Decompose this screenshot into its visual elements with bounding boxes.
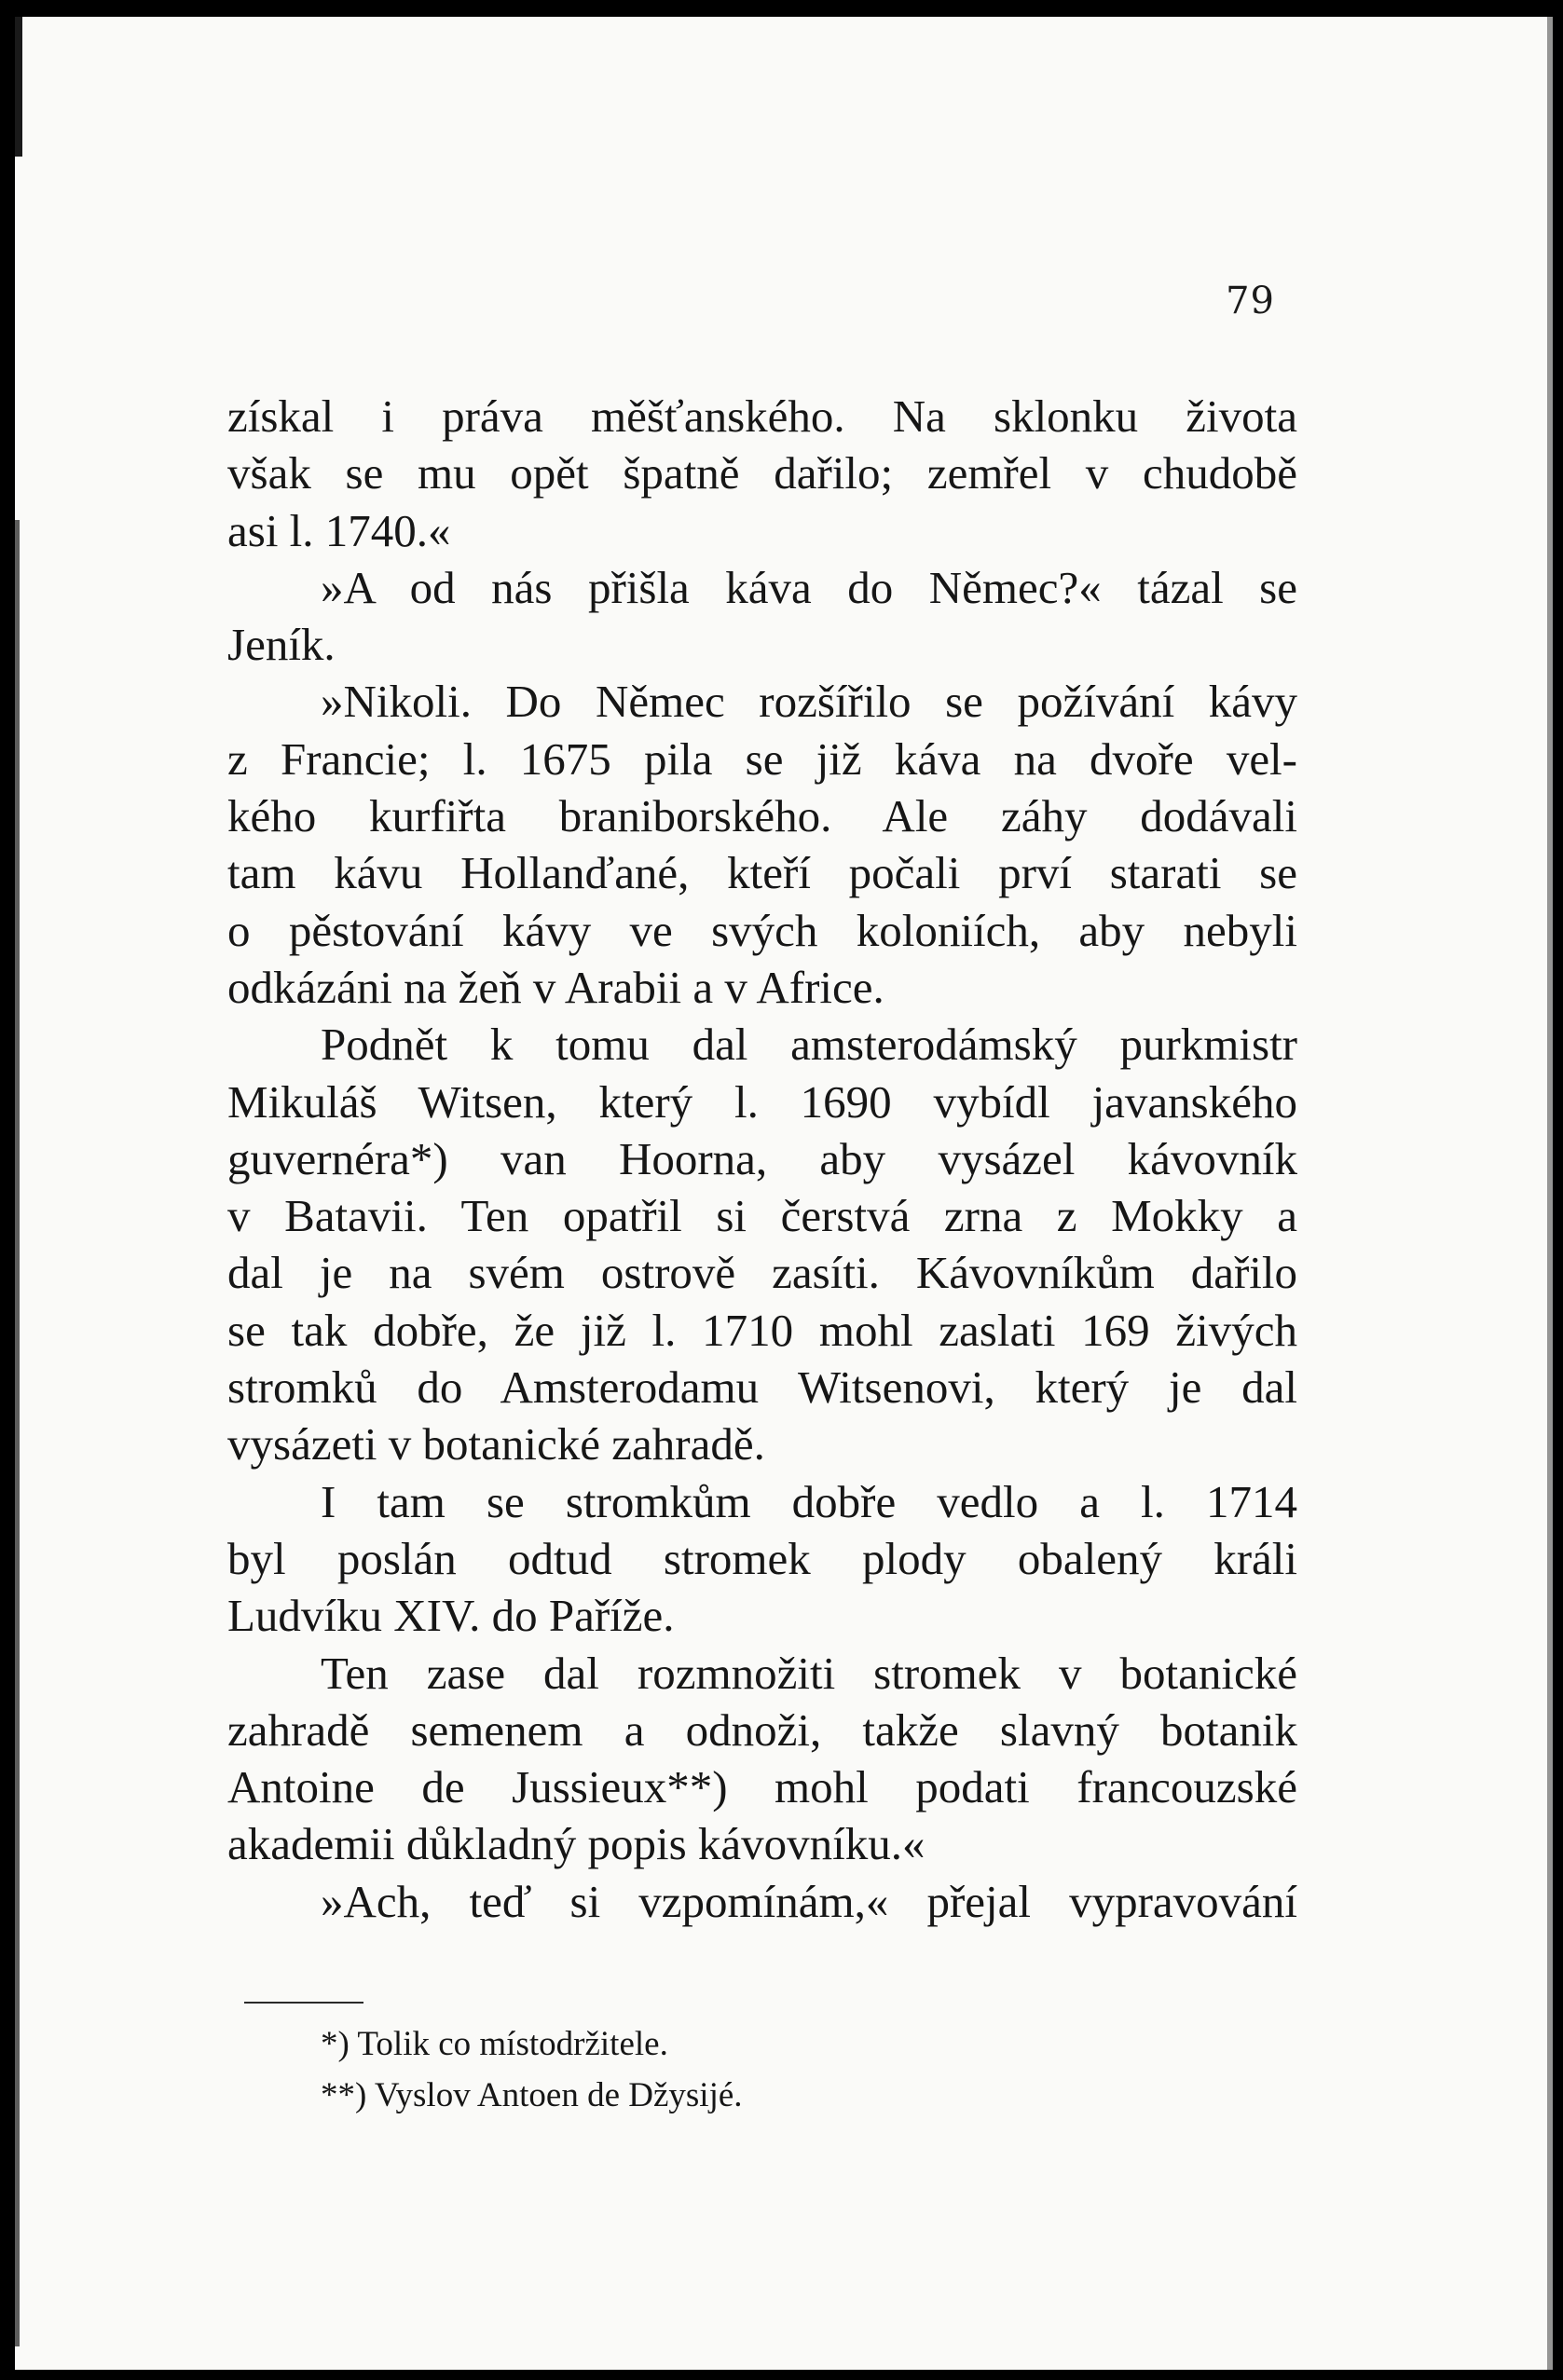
text-line: o pěstování kávy ve svých koloniích, aby nebyli: [227, 904, 1297, 956]
footnote-divider: [244, 2002, 363, 2004]
text-line: »Ach, teď si vzpomínám,« přejal vypravování: [321, 1875, 1297, 1927]
text-line: vysázeti v botanické zahradě.: [227, 1418, 765, 1470]
text-line: zahradě semenem a odnoži, takže slavný botanik: [227, 1703, 1297, 1756]
text-line: tam kávu Hollanďané, kteří počali prví starati se: [227, 847, 1297, 899]
body-text: [227, 388, 1297, 1930]
text-line: »A od nás přišla káva do Němec?« tázal se: [321, 561, 1297, 613]
text-line: Podnět k tomu dal amsterodámský purkmistr: [321, 1019, 1297, 1071]
text-line: asi l. 1740.«: [227, 504, 451, 556]
footnotes: [321, 2018, 743, 2121]
text-line: však se mu opět špatně dařilo; zemřel v chudobě: [227, 447, 1297, 499]
text-line: kého kurfiřta braniborského. Ale záhy dodávali: [227, 790, 1297, 842]
text-line: Antoine de Jussieux**) mohl podati francouzské: [227, 1761, 1297, 1813]
text-line: se tak dobře, že již l. 1710 mohl zaslati 169 živých: [227, 1304, 1297, 1356]
text-line: akademii důkladný popis kávovníku.«: [227, 1818, 925, 1870]
text-line: dal je na svém ostrově zasíti. Kávovníkům dařilo: [227, 1247, 1297, 1299]
footnote: **) Vyslov Antoen de Džysijé.: [321, 2076, 743, 2114]
text-line: získal i práva měšťanského. Na sklonku života: [227, 390, 1297, 442]
footnote: *) Tolik co místodržitele.: [321, 2025, 668, 2063]
text-line: I tam se stromkům dobře vedlo a l. 1714: [321, 1475, 1297, 1527]
text-line: Ten zase dal rozmnožiti stromek v botanické: [321, 1647, 1297, 1699]
text-line: Jeník.: [227, 619, 336, 671]
text-line: stromků do Amsterodamu Witsenovi, který je dal: [227, 1361, 1297, 1414]
scan-edge-mark-right: [1547, 17, 1553, 2370]
page-number: 79: [1226, 280, 1275, 322]
text-line: »Nikoli. Do Němec rozšířilo se požívání kávy: [321, 676, 1297, 728]
text-line: odkázáni na žeň v Arabii a v Africe.: [227, 961, 884, 1013]
text-line: Ludvíku XIV. do Paříže.: [227, 1590, 675, 1642]
text-line: z Francie; l. 1675 pila se již káva na dvoře vel-: [227, 732, 1297, 785]
text-line: byl poslán odtud stromek plody obalený králi: [227, 1532, 1297, 1584]
text-line: guvernéra*) van Hoorna, aby vysázel kávovník: [227, 1132, 1297, 1184]
scan-edge-mark-left-lower: [15, 520, 20, 2346]
book-page: [15, 17, 1553, 2370]
scan-edge-mark-left: [15, 17, 22, 157]
text-line: v Batavii. Ten opatřil si čerstvá zrna z Mokky a: [227, 1190, 1297, 1242]
text-line: Mikuláš Witsen, který l. 1690 vybídl javanského: [227, 1075, 1297, 1128]
